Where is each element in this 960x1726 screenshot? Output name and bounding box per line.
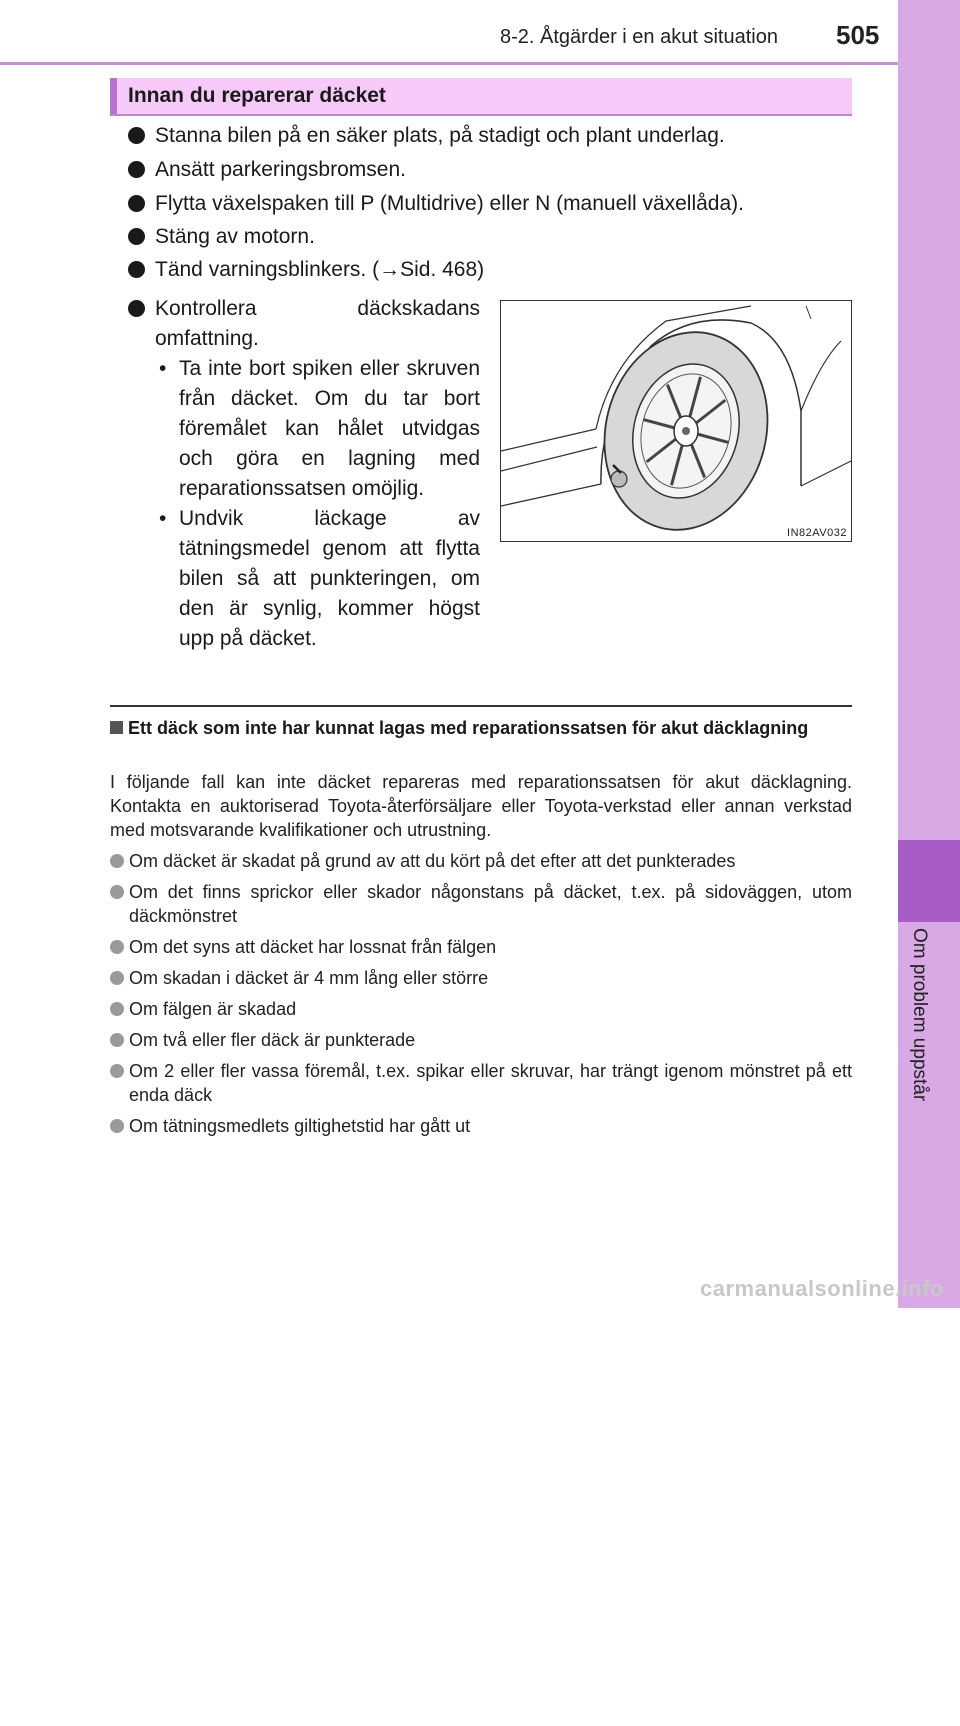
bullet-icon	[128, 161, 145, 178]
check-damage-block	[128, 294, 480, 654]
gray-bullet-icon	[110, 1002, 124, 1016]
chapter-title: Om problem uppstår	[909, 928, 930, 1102]
watermark: carmanualsonline.info	[700, 1276, 944, 1301]
list-item: Om tätningsmedlets giltighetstid har gått ut	[110, 1114, 852, 1138]
sub-bullet-icon: •	[159, 357, 167, 380]
bullet-icon	[128, 228, 145, 245]
page-number: 505	[836, 20, 880, 50]
punctured-tire-icon	[501, 301, 851, 541]
list-item: Om däcket är skadat på grund av att du kört på det efter att det punkterades	[110, 849, 852, 873]
list-item: Om två eller fler däck är punkterade	[110, 1028, 852, 1052]
square-bullet-icon	[110, 721, 123, 734]
subsection-heading: Ett däck som inte har kunnat lagas med reparationssatsen för akut däcklagning	[110, 716, 852, 740]
tire-figure	[500, 300, 852, 542]
bullet-icon	[128, 127, 145, 144]
section-divider	[110, 705, 852, 707]
gray-bullet-icon	[110, 1119, 124, 1133]
list-item: Om skadan i däcket är 4 mm lång eller större	[110, 966, 852, 990]
list-item: • Ta inte bort spiken eller skruven från däcket. Om du tar bort föremålet kan hålet utvidgas och göra en lagning med reparationssatsen omöjlig.	[128, 354, 480, 504]
gray-bullet-icon	[110, 1064, 124, 1078]
chapter-sidebar	[898, 0, 960, 1725]
section-title: Innan du reparerar däcket	[128, 84, 386, 107]
check-damage-main: Kontrollera däckskadans omfattning.	[155, 297, 480, 350]
list-item: Om 2 eller fler vassa föremål, t.ex. spikar eller skruvar, har trängt igenom mönstret på ett enda däck	[110, 1059, 852, 1107]
list-item: Om fälgen är skadad	[110, 997, 852, 1021]
list-item: • Undvik läckage av tätningsmedel genom att flytta bilen så att punkteringen, om den är synlig, kommer högst upp på däcket.	[128, 504, 480, 654]
bullet-icon	[128, 195, 145, 212]
bullet-icon	[128, 261, 145, 278]
gray-bullet-icon	[110, 1033, 124, 1047]
gray-bullet-icon	[110, 885, 124, 899]
bullet-icon	[128, 300, 145, 317]
gray-bullet-icon	[110, 940, 124, 954]
subsection-body: I följande fall kan inte däcket repareras med reparationssatsen för akut däcklagning. Kontakta en auktoriserad Toyota-återförsäljare eller Toyota-verkstad eller annan verkstad med motsvarande kvalifikationer och utrustning.	[110, 772, 852, 840]
list-item: Om det finns sprickor eller skador någonstans på däcket, t.ex. på sidoväggen, utom däckmönstret	[110, 880, 852, 928]
title-accent-bar	[110, 78, 117, 114]
header-section-title: 8-2. Åtgärder i en akut situation	[500, 26, 778, 48]
sub-bullet-icon: •	[159, 507, 167, 530]
figure-label: IN82AV032	[787, 527, 847, 539]
gray-bullet-icon	[110, 854, 124, 868]
chapter-number: 8	[924, 1706, 934, 1725]
gray-bullet-icon	[110, 971, 124, 985]
header-divider	[0, 62, 898, 65]
section-title-box	[110, 78, 852, 116]
list-item: Om det syns att däcket har lossnat från fälgen	[110, 935, 852, 959]
